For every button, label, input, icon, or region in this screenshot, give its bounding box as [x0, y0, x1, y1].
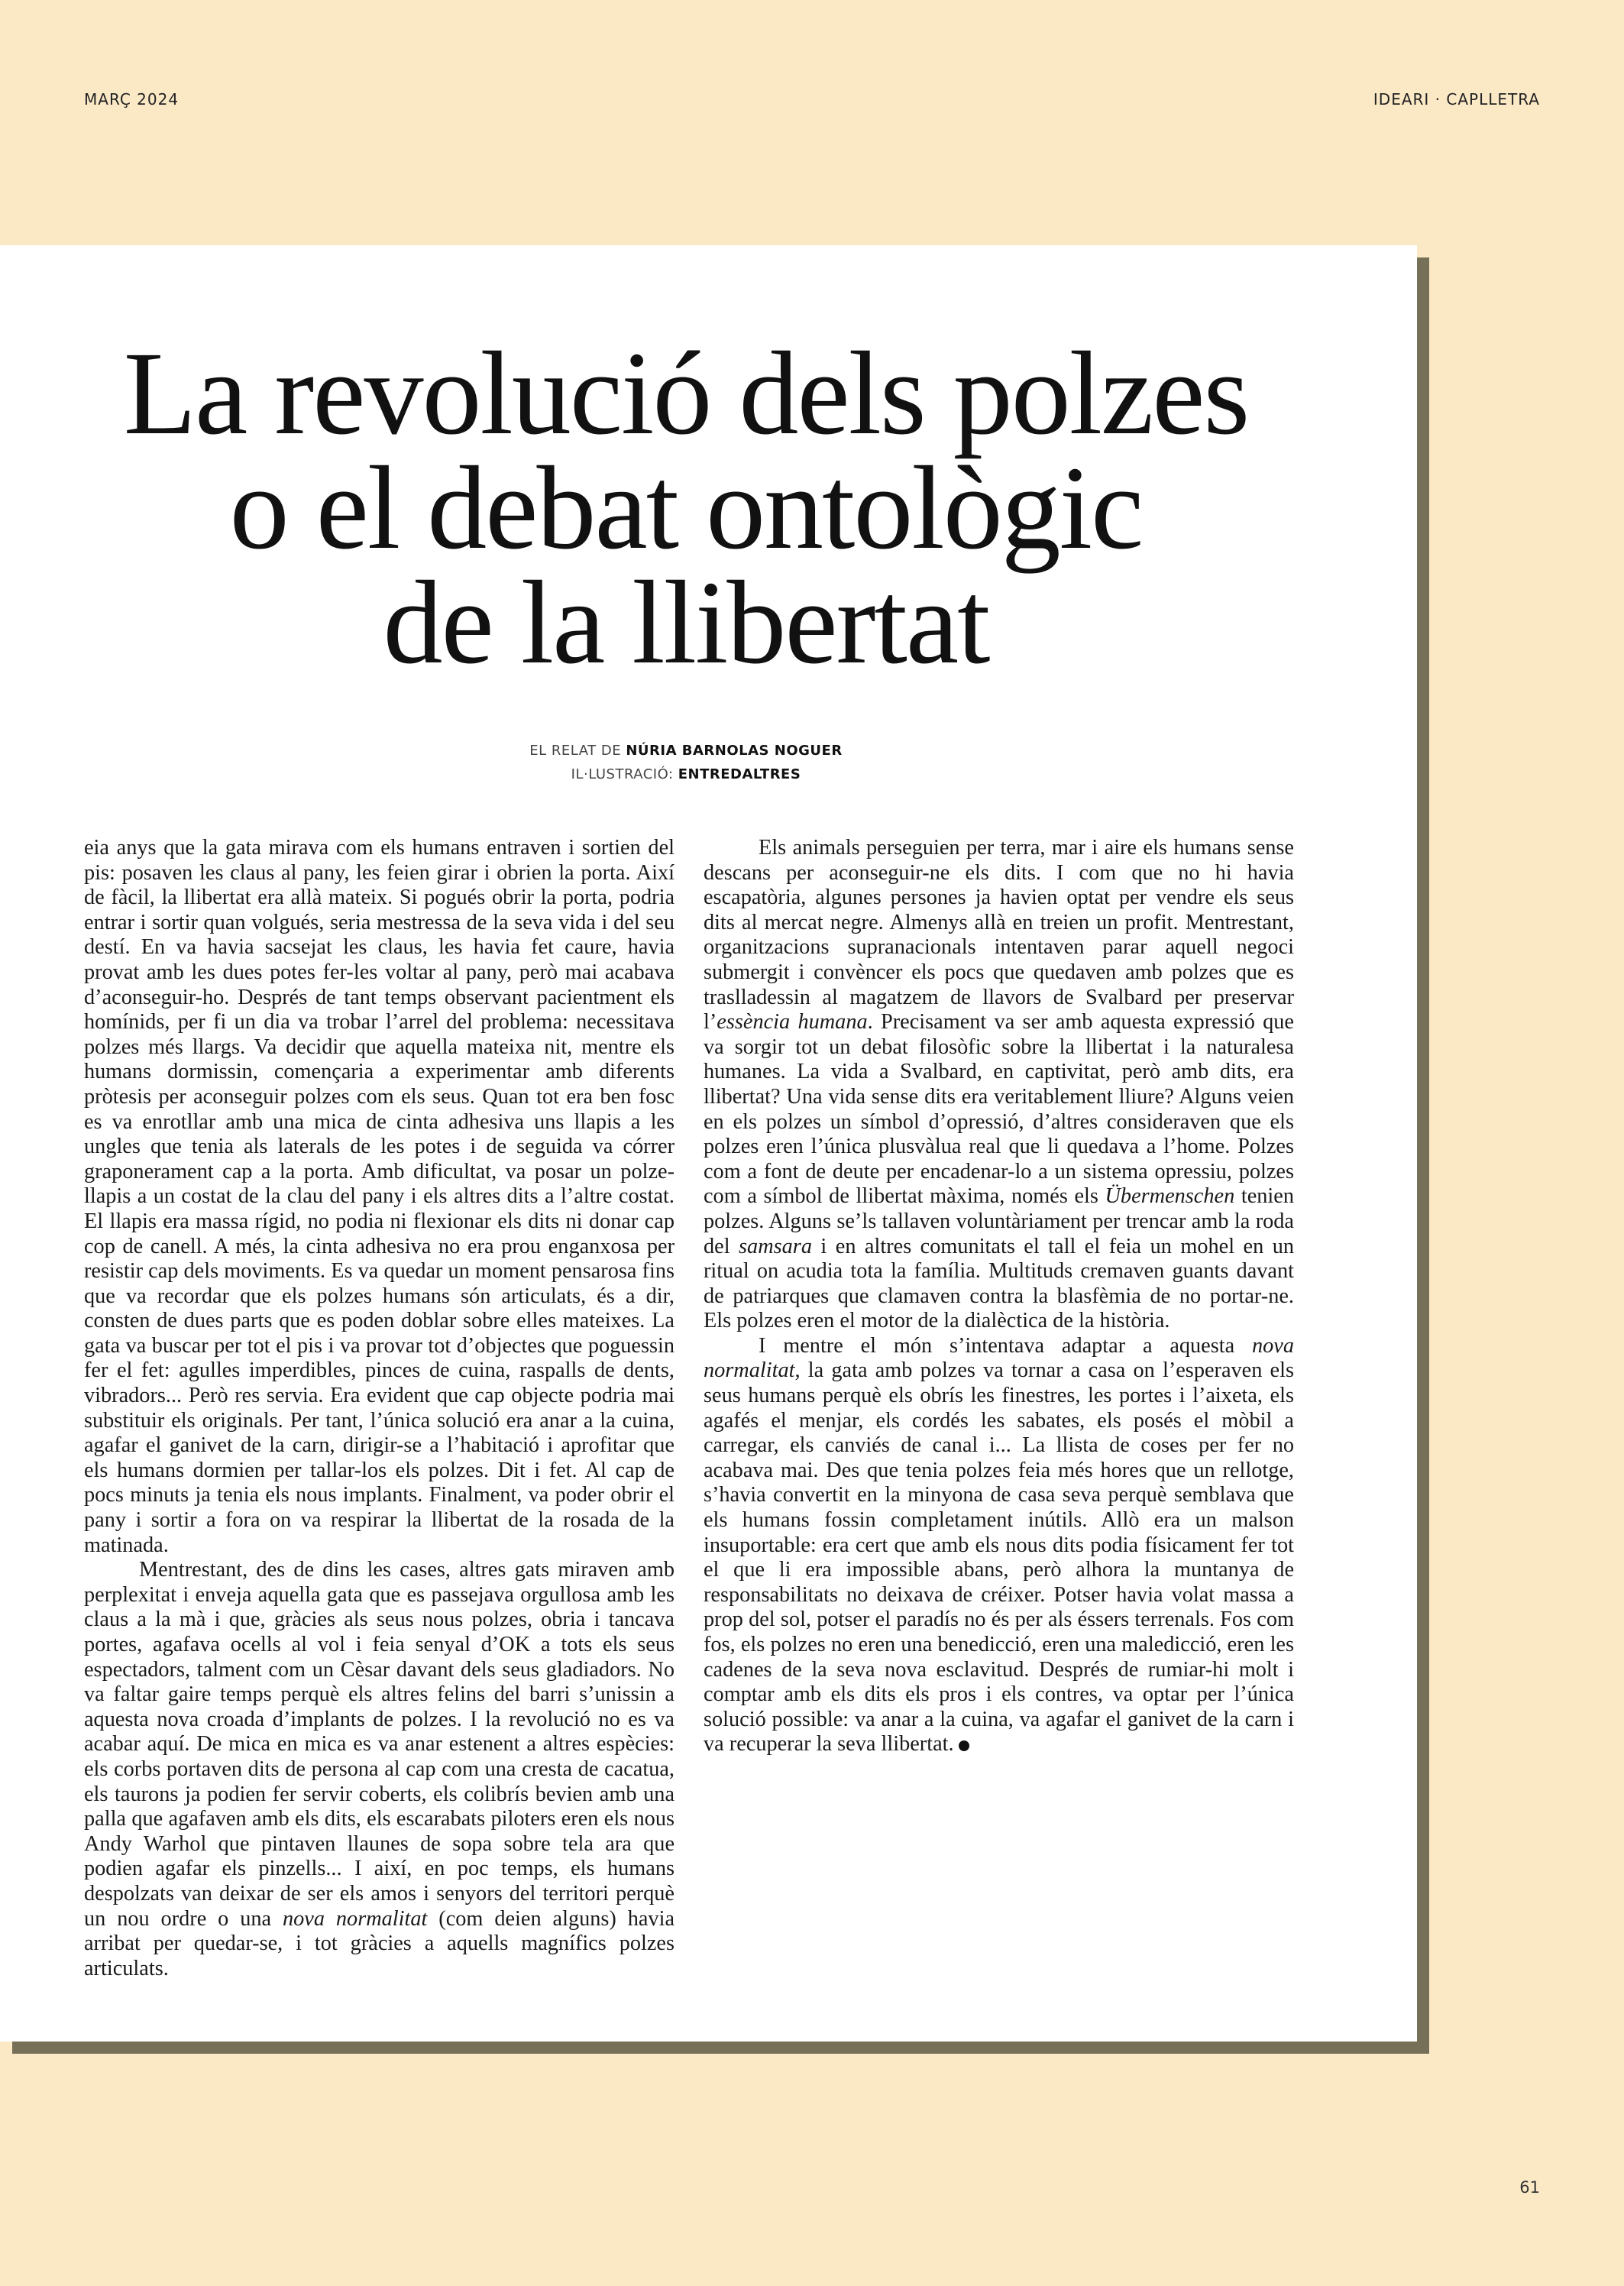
article-card [0, 245, 1417, 2042]
article-body [84, 836, 1294, 1997]
body-text: I mentre el món s’intentava adaptar a aquesta [759, 1333, 1252, 1358]
body-text: i en altres comunitats el tall el feia un mohel en un ritual on acudia tota la família. Multituds cremaven guants davant de patriarques que clamaven contra la blasfèmia de no portar-ne. Els polzes eren el motor de la dialèctica de la història. [704, 1234, 1294, 1333]
body-text: . Precisament va ser amb aquesta expressió que va sorgir tot un debat filosòfic sobre la llibertat i la naturalesa humanes. La vida a Svalbard, en captivitat, però amb dits, era llibertat? Una vida sense dits era veritablement lliure? Alguns veien en els polzes un símbol d’opressió, d’altres consideraven que els polzes eren l’única plusvàlua real que li quedava a l’home. Polzes com a font de deute per encadenar-lo a un sistema opressiu, polzes com a símbol de llibertat màxima, només els [704, 1010, 1294, 1209]
body-paragraph [704, 1334, 1294, 1757]
illustration-label: IL·LUSTRACIÓ: [571, 766, 674, 782]
italic-text: nova normalitat [282, 1906, 428, 1931]
body-text: (com deien alguns) havia arribat per quedar-se, i tot gràcies a aquells magnífics polzes articulats. [84, 1906, 675, 1980]
body-text: Mentrestant, des de dins les cases, altres gats miraven amb perplexitat i enveja aquella gata que es passejava orgullosa amb les claus a la mà i que, gràcies als seus nous polzes, obria i tancava portes, agafava ocells al vol i feia senyal d’OK a tots els seus espectadors, talment com un Cèsar davant dels seus gladiadors. No va faltar gaire temps perquè els altres felins del barri s’unissin a aquesta nova croada d’implants de polzes. I la revolució no es va acabar aquí. De mica en mica es va anar estenent a altres espècies: els corbs portaven dits de persona al cap com una cresta de cacatua, els taurons ja podien fer servir coberts, els colibrís bevien amb una palla que agafaven amb els dits, els escarabats piloters eren els nous Andy Warhol que pintaven llaunes de sopa sobre tela ara que podien agafar els pinzells... I així, en poc temps, els humans despolzats van deixar de ser els amos i senyors del territori perquè un nou ordre o una [84, 1558, 675, 1931]
body-text: tenien polzes. Alguns se’ls tallaven voluntàriament per trencar amb la roda del [704, 1184, 1294, 1258]
author-label: EL RELAT DE [529, 743, 622, 759]
italic-text: Übermenschen [1105, 1184, 1235, 1209]
issue-date: MARÇ 2024 [84, 90, 180, 108]
title-line: La revolució dels polzes [123, 327, 1249, 459]
italic-text: essència humana [717, 1010, 868, 1035]
body-text: , la gata amb polzes va tornar a casa on l’esperaven els seus humans perquè els obrís les finestres, les portes i l’aixeta, els agafés el menjar, els cordés les sabates, els posés el mòbil a carregar, els canviés de canal i... La llista de coses per fer no acabava mai. Des que tenia polzes feia més hores que un rellotge, s’havia convertit en la minyona de casa seva perquè semblava que els humans fossin completament inútils. Allò era un malson insuportable: era cert que amb els nous dits podia físicament fer tot el que li era impossible abans, però alhora la muntanya de responsabilitats no deixava de créixer. Potser havia volat massa a prop del sol, potser el paradís no és per als éssers terrenals. Fos com fos, els polzes no eren una benedicció, eren una maledicció, eren les cadenes de la seva nova esclavitud. Després de rumiar-hi molt i comptar amb els dits els pros i els contres, va optar per l’única solució possible: va anar a la cuina, va agafar el ganivet de la carn i va recuperar la seva llibertat. [704, 1358, 1294, 1757]
italic-text: nova normalitat [704, 1333, 1294, 1383]
author-name: NÚRIA BARNOLAS NOGUER [626, 743, 843, 759]
illustrator-name: ENTREDALTRES [678, 766, 801, 782]
italic-text: samsara [739, 1234, 812, 1258]
title-line: de la llibertat [383, 556, 989, 688]
article-title [0, 327, 1372, 688]
page-number: 61 [1519, 2178, 1540, 2197]
end-mark-icon [959, 1740, 969, 1751]
author-credit [0, 739, 1372, 763]
article-credits [0, 739, 1372, 786]
title-line: o el debat ontològic [229, 442, 1143, 574]
body-text: eia anys que la gata mirava com els humans entraven i sortien del pis: posaven les claus al pany, les feien girar i obrien la porta. Així de fàcil, la llibertat era allà mateix. Si pogués obrir la porta, podria entrar i sortir quan volgués, seria mestressa de la seva vida i del seu destí. En va havia sacsejat les claus, les havia fet caure, havia provat amb les dues potes fer-les voltar al pany, però mai acabava d’aconseguir-ho. Després de tant temps observant pacientment els homínids, per fi un dia va trobar l’arrel del problema: necessitava polzes més llargs. Va decidir que aquella mateixa nit, mentre els humans dormissin, començaria a experimentar amb diferents pròtesis per aconseguir polzes com els seus. Quan tot era ben fosc es va enrotllar amb una mica de cinta adhesiva uns llapis a les ungles que tenia als laterals de les potes i de seguida va córrer graponerament cap a la porta. Amb dificultat, va posar un polze-llapis a un costat de la clau del pany i els altres dits a l’altre costat. El llapis era massa rígid, no podia ni flexionar els dits ni donar cap cop de canell. A més, la cinta adhesiva no era prou enganxosa per resistir cap dels moviments. Es va quedar un moment pensarosa fins que va recordar que els polzes humans són articulats, és a dir, consten de dues parts que es poden doblar sobre elles mateixes. La gata va buscar per tot el pis i va provar tot d’objectes que poguessin fer el fet: agulles imperdibles, pinces de cuina, raspalls de dents, vibradors... Però res servia. Era evident que cap objecte podria mai substituir els originals. Per tant, l’única solució era anar a la cuina, agafar el ganivet de la carn, dirigir-se a l’habitació i aprofitar que els humans dormien per tallar-los els polzes. Dit i fet. Al cap de pocs minuts ja tenia els nous implants. Finalment, va poder obrir el pany i sortir a fora on va respirar la llibertat de la rosada de la matinada. [84, 836, 675, 1557]
section-label: IDEARI · CAPLLETRA [1373, 90, 1540, 108]
body-paragraph [84, 836, 675, 1558]
illustration-credit [0, 763, 1372, 786]
body-paragraph [84, 1558, 675, 1981]
body-paragraph [704, 836, 1294, 1334]
body-text: Els animals perseguien per terra, mar i aire els humans sense descans per aconseguir-ne els dits. I com que no hi havia escapatòria, algunes persones ja havien optat per vendre els seus dits al mercat negre. Almenys allà en treien un profit. Mentrestant, organitzacions supranacionals intentaven parar aquell negoci submergit i convèncer els pocs que quedaven amb polzes que es traslladessin al magatzem de llavors de Svalbard per preservar l’ [704, 836, 1294, 1035]
